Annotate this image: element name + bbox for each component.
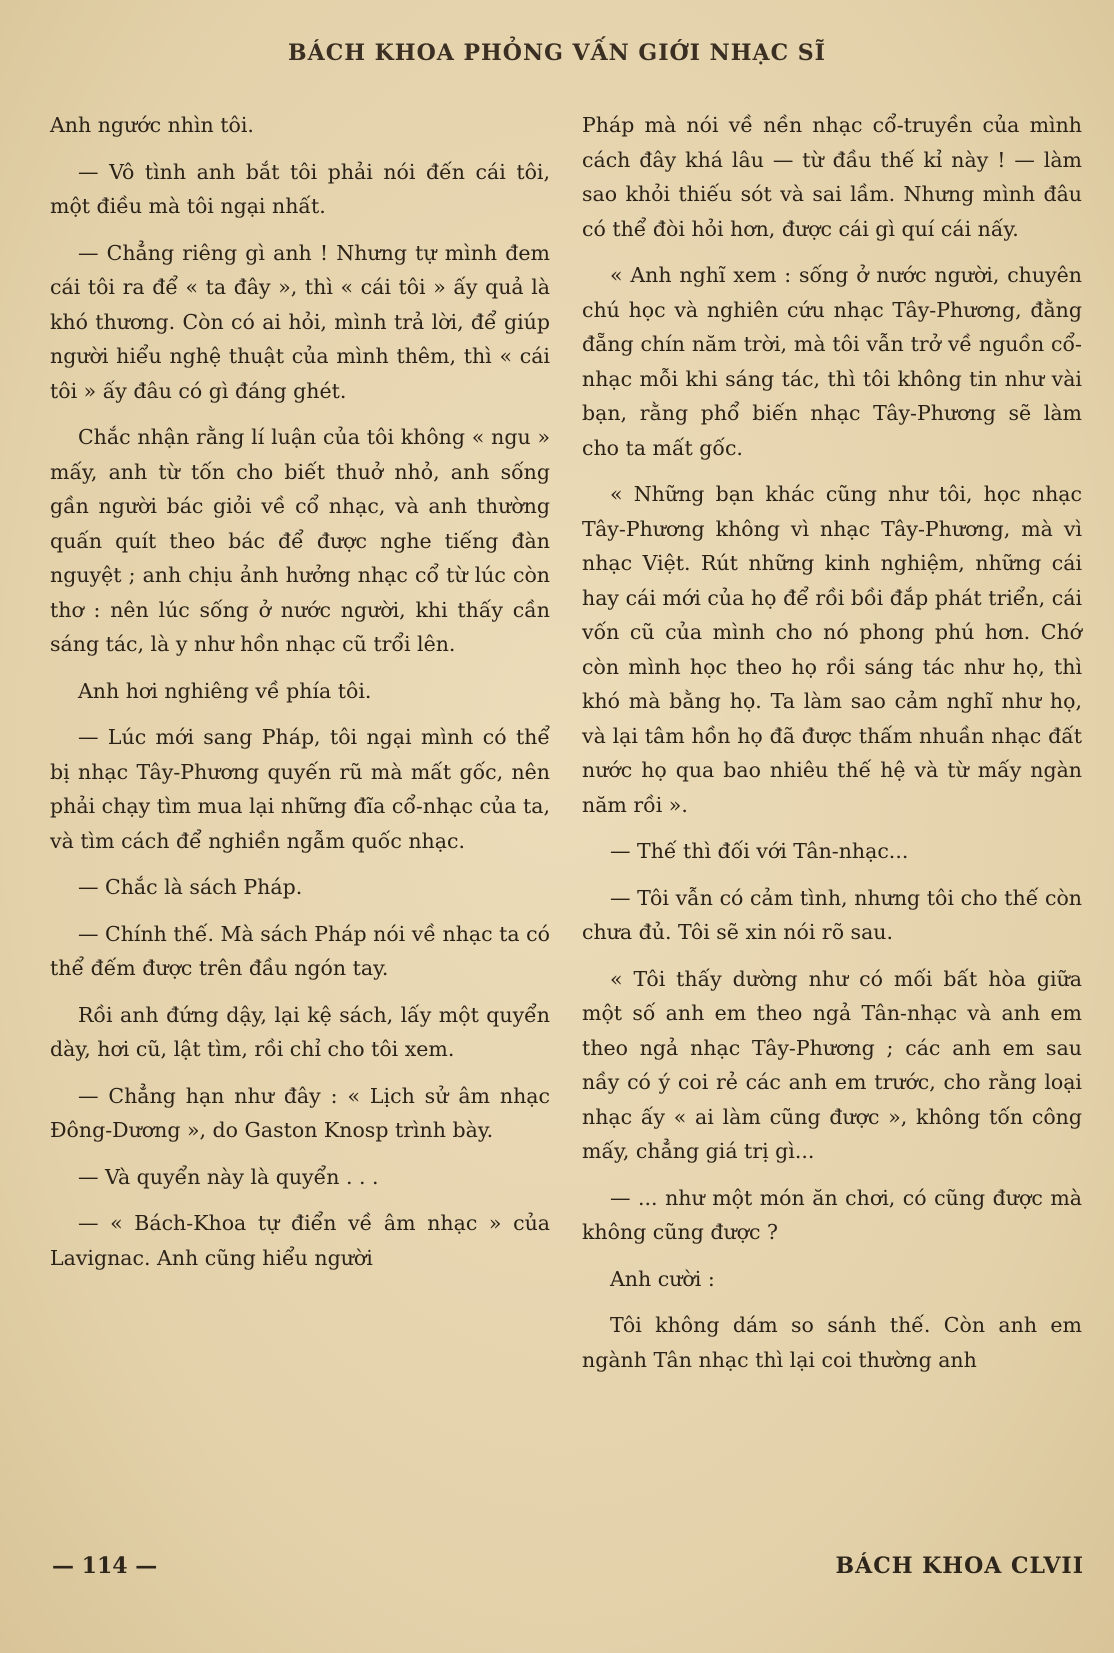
paragraph: — Chẳng riêng gì anh ! Nhưng tự mình đem cái tôi ra để « ta đây », thì « cái tôi » ấy quả là khó thương. Còn có ai hỏi, mình trả lời, để giúp người hiểu nghệ thuật của mình thêm, thì « cái tôi » ấy đâu có gì đáng ghét. (50, 240, 550, 403)
paragraph: — Tôi vẫn có cảm tình, nhưng tôi cho thế còn chưa đủ. Tôi sẽ xin nói rõ sau. (582, 885, 1082, 944)
page-number: — 114 — (52, 1553, 158, 1579)
paragraph: — Và quyển này là quyển . . . (78, 1164, 379, 1189)
paragraph: — Thế thì đối với Tân-nhạc... (610, 839, 909, 863)
paragraph: « Tôi thấy dường như có mối bất hòa giữa một số anh em theo ngả Tân-nhạc và anh em theo ngả nhạc Tây-Phương ; các anh em sau nầy có ý coi rẻ các anh em trước, cho rằng loại nhạc ấy « ai làm cũng được », không tốn công mấy, chẳng giá trị gì... (582, 966, 1082, 1163)
paragraph: Anh cười : (610, 1266, 715, 1291)
paragraph: Chắc nhận rằng lí luận của tôi không « ngu » mấy, anh từ tốn cho biết thuở nhỏ, anh sống gần người bác giỏi về cổ nhạc, và anh thường quấn quít theo bác để được nghe tiếng đàn nguyệt ; anh chịu ảnh hưởng nhạc cổ từ lúc còn thơ : nên lúc sống ở nước người, khi thấy cần sáng tác, là y như hồn nhạc cũ trổi lên. (50, 425, 550, 656)
paragraph: — Chắc là sách Pháp. (78, 875, 303, 899)
paragraph: — Lúc mới sang Pháp, tôi ngại mình có thể bị nhạc Tây-Phương quyến rũ mà mất gốc, nên phải chạy tìm mua lại những đĩa cổ-nhạc của ta, và tìm cách để nghiền ngẫm quốc nhạc. (50, 725, 550, 853)
paragraph: « Anh nghĩ xem : sống ở nước người, chuyên chú học và nghiên cứu nhạc Tây-Phương, đằng đẵng chín năm trời, mà tôi vẫn trở về nguồn cổ-nhạc mỗi khi sáng tác, thì tôi không tin như vài bạn, rằng phổ biến nhạc Tây-Phương sẽ làm cho ta mất gốc. (582, 263, 1082, 460)
paragraph: Anh ngước nhìn tôi. (50, 113, 254, 137)
paragraph: — Chính thế. Mà sách Pháp nói về nhạc ta có thể đếm được trên đầu ngón tay. (50, 921, 550, 980)
left-column (50, 108, 550, 1287)
running-title: BÁCH KHOA PHỎNG VẤN GIỚI NHẠC SĨ (288, 40, 826, 66)
paragraph: « Những bạn khác cũng như tôi, học nhạc Tây-Phương không vì nhạc Tây-Phương, mà vì nhạc Việt. Rút những kinh nghiệm, những cái hay cái mới của họ để rồi bồi đắp phát triển, cái vốn cũ của mình cho nó phong phú hơn. Chớ còn mình học theo họ rồi sáng tác như họ, thì khó mà bằng họ. Ta làm sao cảm nghĩ như họ, và lại tâm hồn họ đã được thấm nhuần nhạc đất nước họ qua bao nhiêu thế hệ và từ mấy ngàn năm rồi ». (582, 482, 1082, 817)
paragraph: Tôi không dám so sánh thế. Còn anh em ngành Tân nhạc thì lại coi thường anh (582, 1313, 1082, 1372)
paragraph: Rồi anh đứng dậy, lại kệ sách, lấy một quyển dày, hơi cũ, lật tìm, rồi chỉ cho tôi xem. (50, 1002, 550, 1061)
right-column (582, 108, 1082, 1389)
paragraph: Anh hơi nghiêng về phía tôi. (78, 678, 372, 703)
paragraph: Pháp mà nói về nền nhạc cổ-truyền của mình cách đây khá lâu — từ đầu thế kỉ này ! — làm sao khỏi thiếu sót và sai lầm. Nhưng mình đâu có thể đòi hỏi hơn, được cái gì quí cái nấy. (582, 113, 1082, 241)
paragraph: — « Bách-Khoa tự điển về âm nhạc » của Lavignac. Anh cũng hiểu người (50, 1211, 550, 1270)
paragraph: — Chẳng hạn như đây : « Lịch sử âm nhạc Đông-Dương », do Gaston Knosp trình bày. (50, 1083, 550, 1142)
magazine-issue: BÁCH KHOA CLVII (835, 1553, 1084, 1579)
paragraph: — Vô tình anh bắt tôi phải nói đến cái tôi, một điều mà tôi ngại nhất. (50, 159, 550, 218)
paragraph: — ... như một món ăn chơi, có cũng được mà không cũng được ? (582, 1185, 1082, 1244)
